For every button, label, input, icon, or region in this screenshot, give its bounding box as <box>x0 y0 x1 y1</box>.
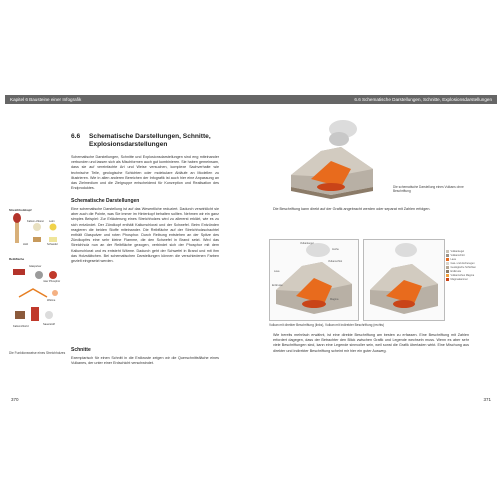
legend-label: Geologische Schichten <box>450 265 477 269</box>
legend-label: Gas- und Ascheregen <box>450 261 475 265</box>
legend-label: Magmakammer <box>450 277 468 281</box>
bottom-paragraph: Wie bereits mehrfach erwähnt, ist eine direkte Beschriftung am besten zu erfassen. Eine Beschriftung mit Zahlen erfordert dagegen, dass der Betrachter den Blick zwischen Grafik und Legende wechseln muss. Wenn es aber sehr viele Beschriftungen sind, kann eine Legende sinnvoller sein, weil sonst die Grafik überladen wirkt. Eine Mischung aus direkter und indirekter Beschriftung scheint mir hier ein guter Ausweg. <box>273 333 469 353</box>
body-paragraph: Eine schematische Darstellung ist auf das Wesentliche reduziert. Dadurch verwirklicht sie aber auch die Pointe, was Sie immer im Hinterkopf behalten sollten. Nehmen wir ein ganz simples Beispiel: Zur Erläuterung eines Streichholzes wird zu allererst erklärt, wie es zu sich entzündet. Der Zündkopf enthält Kaliumchlorat und der Schwefel. Beim Entzünden reagieren die beiden Stoffe miteinander. Die Reibfläche auf der Streichholzschachtel enthält Glaspulver und roten Phosphor. Durch Reibung entstehen an der Spitze des Zündkopfes eine sehr kleine Flamme, die den Schwefel in Brand setzt. Wird das Streichholz nun an der Reibfläche gezogen, verbindet sich der Phosphor mit dem Kaliumchlorat und es entsteht Wärme. Dadurch geht der Schwefel in Brand und mit ihm das Holzstäbchen. Bei schematischen Darstellungen können die verschiedenen Farben gezielt eingesetzt werden. <box>71 207 219 264</box>
label-magma: Magma <box>330 298 339 301</box>
right-running-header: 6.6 Schematische Darstellungen, Schnitte, Explosionsdarstellungen <box>251 95 497 104</box>
subheading-schnitte: Schnitte <box>71 347 91 353</box>
label-vulkanschlot: Vulkanschlot <box>328 260 343 263</box>
volcano-direct-illustration <box>270 240 358 320</box>
volcano-unlabeled-illustration <box>281 117 381 197</box>
legend-label: Vulkanschlot <box>450 253 465 257</box>
legend-swatch-4 <box>446 266 449 269</box>
label-vulkankegel: Vulkankegel <box>300 242 314 245</box>
schnitte-paragraph: Exemplarisch für einen Schnitt in die Erdkruste zeigen wir die Querschnittsfläche eines Vulkanes, der unter einer Erdschicht verschwindet. <box>71 356 219 366</box>
fig-label-streichholzkopf: Streichholzkopf <box>9 208 32 212</box>
fig-label-kaliumchlorid: Kaliumchlorid <box>13 325 29 328</box>
legend-swatch-7 <box>446 278 449 281</box>
mid-paragraph: Die Beschriftung kann direkt auf der Grafik angebracht werden oder separat mit Zahlen erfolgen. <box>273 207 431 211</box>
match-figure-caption: Die Funktionsweise eines Streichholzes <box>9 351 66 355</box>
legend-label: Lava <box>450 257 456 261</box>
page-number-right: 371 <box>483 397 491 402</box>
volcano-indirect-label-panel <box>363 239 445 321</box>
legend-swatch-0 <box>446 250 449 253</box>
volcano-indirect-illustration <box>364 240 444 320</box>
legend-label: Vulkankegel <box>450 249 465 253</box>
fig-label-schwefel: Schwefel <box>47 243 58 246</box>
section-title: Schematische Darstellungen, Schnitte, Explosionsdarstellungen <box>89 133 211 148</box>
fig-label-phosphor: roter Phosphor <box>43 280 61 283</box>
legend-label: Erdkruste <box>450 269 462 273</box>
fig-label-sauerstoff: Sauerstoff <box>43 323 55 326</box>
legend-item <box>446 277 496 281</box>
legend-swatch-1 <box>446 254 449 257</box>
legend-swatch-6 <box>446 274 449 277</box>
label-erdkruste: Erdkruste <box>272 284 283 287</box>
legend-swatch-5 <box>446 270 449 273</box>
volcano-direct-label-panel <box>269 239 359 321</box>
top-figure-caption: Die schematische Darstellung eines Vulkans ohne Beschriftung <box>393 185 464 193</box>
intro-paragraph: Schematische Darstellungen, Schnitte und Explosionsdarstellungen sind eng miteinander verbunden und lassen sich als Mischformen auch gut kombinieren. Sie haben gemeinsam, dass sie auf vereinfachte Art und Weise versuchen, komplexe Sachverhalte wie technische Teile, geologische Schichten oder molekulare Abläufe an Modellen zu illustrieren. Wie in allen anderen Bereichen der Infografik ist auch hier eine Anpassung an das Zielmedium und die Zielgruppe entscheidend für Konzeption und Realisation des Endproduktes. <box>71 155 219 191</box>
fig-label-reibflaeche: Reibfläche <box>9 257 25 261</box>
fig-label-waerme: Wärme <box>47 299 56 302</box>
legend-label: Vulkanisches Magma <box>450 273 475 277</box>
fig-label-holz: Holz <box>23 243 29 246</box>
fig-label-leim: Leim <box>49 220 55 223</box>
label-lava: Lava <box>274 270 280 273</box>
match-figure <box>9 207 67 347</box>
left-page <box>5 89 251 408</box>
fig-label-glaspulver: Glaspulver <box>29 265 42 268</box>
page-number-left: 370 <box>11 397 19 402</box>
legend-swatch-2 <box>446 258 449 261</box>
right-page <box>251 89 497 408</box>
label-asche: Asche <box>332 248 339 251</box>
left-running-header: Kapitel 6 Bausteine einer Infografik <box>5 95 251 104</box>
volcano-legend <box>446 249 496 281</box>
fig-label-kaliumchlorat: Kalium-chlorat <box>27 220 44 223</box>
subheading-schematisch: Schematische Darstellungen <box>71 198 140 204</box>
bottom-figure-caption: Vulkan mit direkter Beschriftung (links), Vulkan mit indirekter Beschriftung (rechts) <box>269 323 385 327</box>
legend-swatch-3 <box>446 262 449 265</box>
section-number: 6.6 <box>71 133 81 140</box>
